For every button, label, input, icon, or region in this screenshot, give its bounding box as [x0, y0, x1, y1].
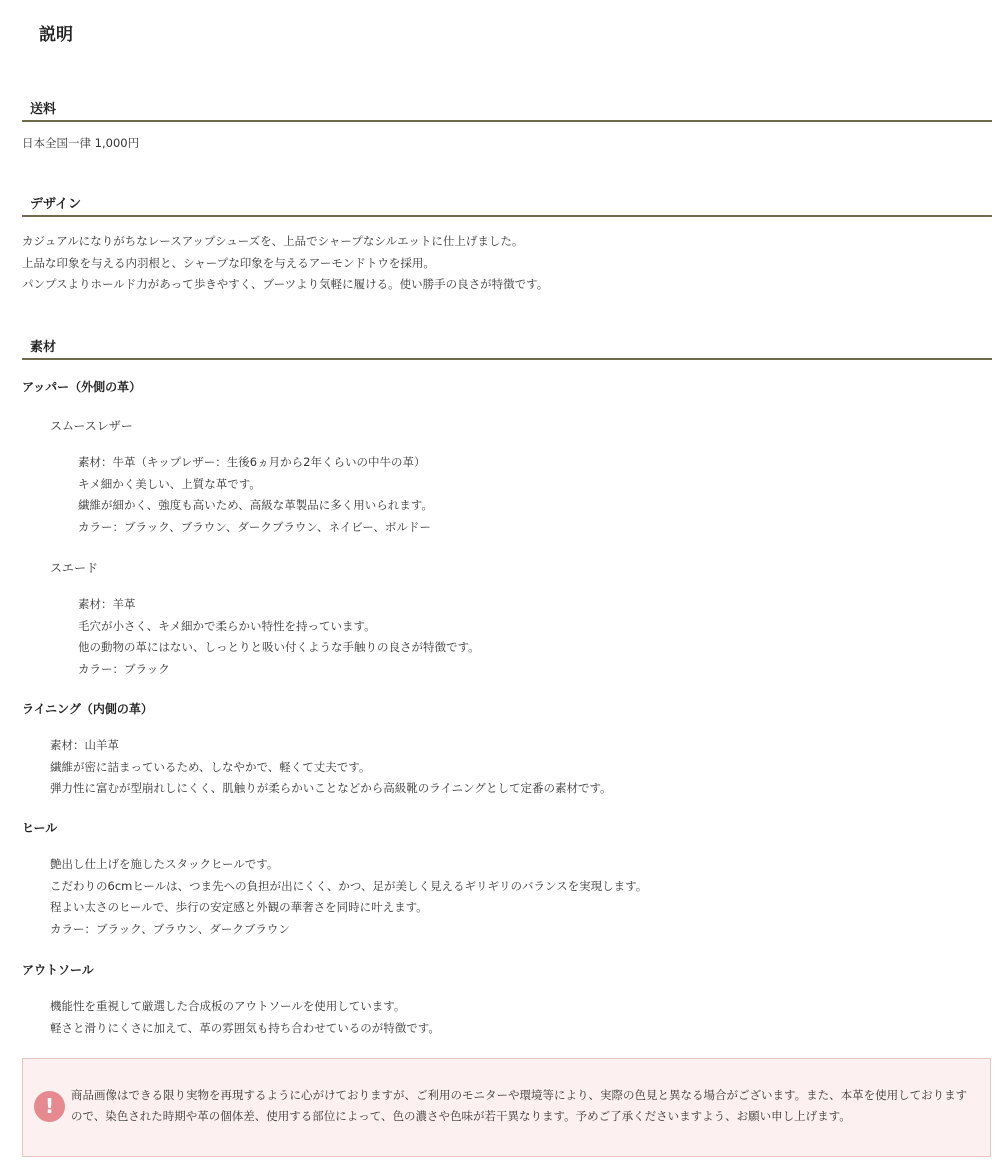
outsole-label: アウトソール — [22, 963, 94, 977]
suede-line: カラー：ブラック — [78, 661, 170, 676]
smooth-leather-line: 繊維が細かく、強度も高いため、高級な革製品に多く用いられます。 — [78, 498, 433, 512]
smooth-leather-line: カラー：ブラック、ブラウン、ダークブラウン、ネイビー、ボルドー — [78, 519, 431, 534]
heel-label: ヒール — [22, 821, 58, 835]
design-description — [22, 231, 548, 296]
heel-line: カラー：ブラック、ブラウン、ダークブラウン — [50, 921, 290, 936]
material-heading-label: 素材 — [30, 340, 57, 355]
outsole-details — [50, 996, 440, 1039]
suede-line: 他の動物の革にはない、しっとりと吸い付くような手触りの良さが特徴です。 — [78, 640, 480, 654]
design-heading — [22, 189, 992, 217]
design-line: パンプスよりホールド力があって歩きやすく、ブーツより気軽に履ける。使い勝手の良さが特徴です。 — [22, 277, 549, 291]
lining-line: 繊維が密に詰まっているため、しなやかで、軽くて丈夫です。 — [50, 759, 371, 774]
page-title: 説明 — [39, 25, 73, 45]
shipping-heading-label: 送料 — [30, 102, 57, 117]
shipping-heading — [22, 94, 992, 122]
lining-label: ライニング（内側の革） — [22, 702, 153, 716]
heel-line: 程よい太さのヒールで、歩行の安定感と外観の華奢さを同時に叶えます。 — [50, 900, 428, 914]
lining-line: 弾力性に富むが型崩れしにくく、肌触りが柔らかいことなどから高級靴のライニングとして定番の素材です。 — [50, 781, 612, 795]
lining-details — [50, 735, 612, 800]
upper-label: アッパー（外側の革） — [22, 380, 142, 394]
design-heading-label: デザイン — [30, 197, 82, 212]
heel-details — [50, 854, 647, 940]
suede-label: スエード — [50, 561, 99, 575]
design-line: カジュアルになりがちなレースアップシューズを、上品でシャープなシルエットに仕上げました。 — [22, 234, 524, 248]
suede-line: 素材：羊革 — [78, 597, 136, 611]
suede-details — [78, 594, 480, 680]
outsole-line: 軽さと滑りにくさに加えて、革の雰囲気も持ち合わせているのが特徴です。 — [50, 1020, 440, 1035]
design-line: 上品な印象を与える内羽根と、シャープな印象を与えるアーモンドトウを採用。 — [22, 255, 435, 270]
shipping-text: 日本全国一律 1,000円 — [22, 136, 140, 150]
smooth-leather-line: キメ細かく美しい、上質な革です。 — [78, 476, 261, 491]
heel-line: 艶出し仕上げを施したスタックヒールです。 — [50, 857, 279, 871]
smooth-leather-label: スムースレザー — [50, 419, 133, 433]
lining-line: 素材：山羊革 — [50, 738, 119, 752]
smooth-leather-details — [78, 452, 433, 538]
smooth-leather-line: 素材：牛革（キップレザー：生後6ヵ月から2年くらいの中牛の革） — [78, 455, 426, 469]
notice-text: 商品画像はできる限り実物を再現するように心がけておりますが、ご利用のモニターや環境等により、実際の色見と異なる場合がございます。また、本革を使用しておりますので、染色された時期や革の個体差、使用する部位によって、色の濃さや色味が若干異なります。予めご了承くださいますよう、お願い申し上げます。 — [71, 1088, 968, 1123]
heel-line: こだわりの6cmヒールは、つま先への負担が出にくく、かつ、足が美しく見えるギリギリのバランスを実現します。 — [50, 878, 648, 893]
notice-box — [22, 1058, 991, 1157]
suede-line: 毛穴が小さく、キメ細かで柔らかい特性を持っています。 — [78, 618, 376, 633]
exclamation-icon: ! — [34, 1091, 65, 1122]
material-heading — [22, 332, 992, 360]
outsole-line: 機能性を重視して厳選した合成板のアウトソールを使用しています。 — [50, 999, 406, 1013]
